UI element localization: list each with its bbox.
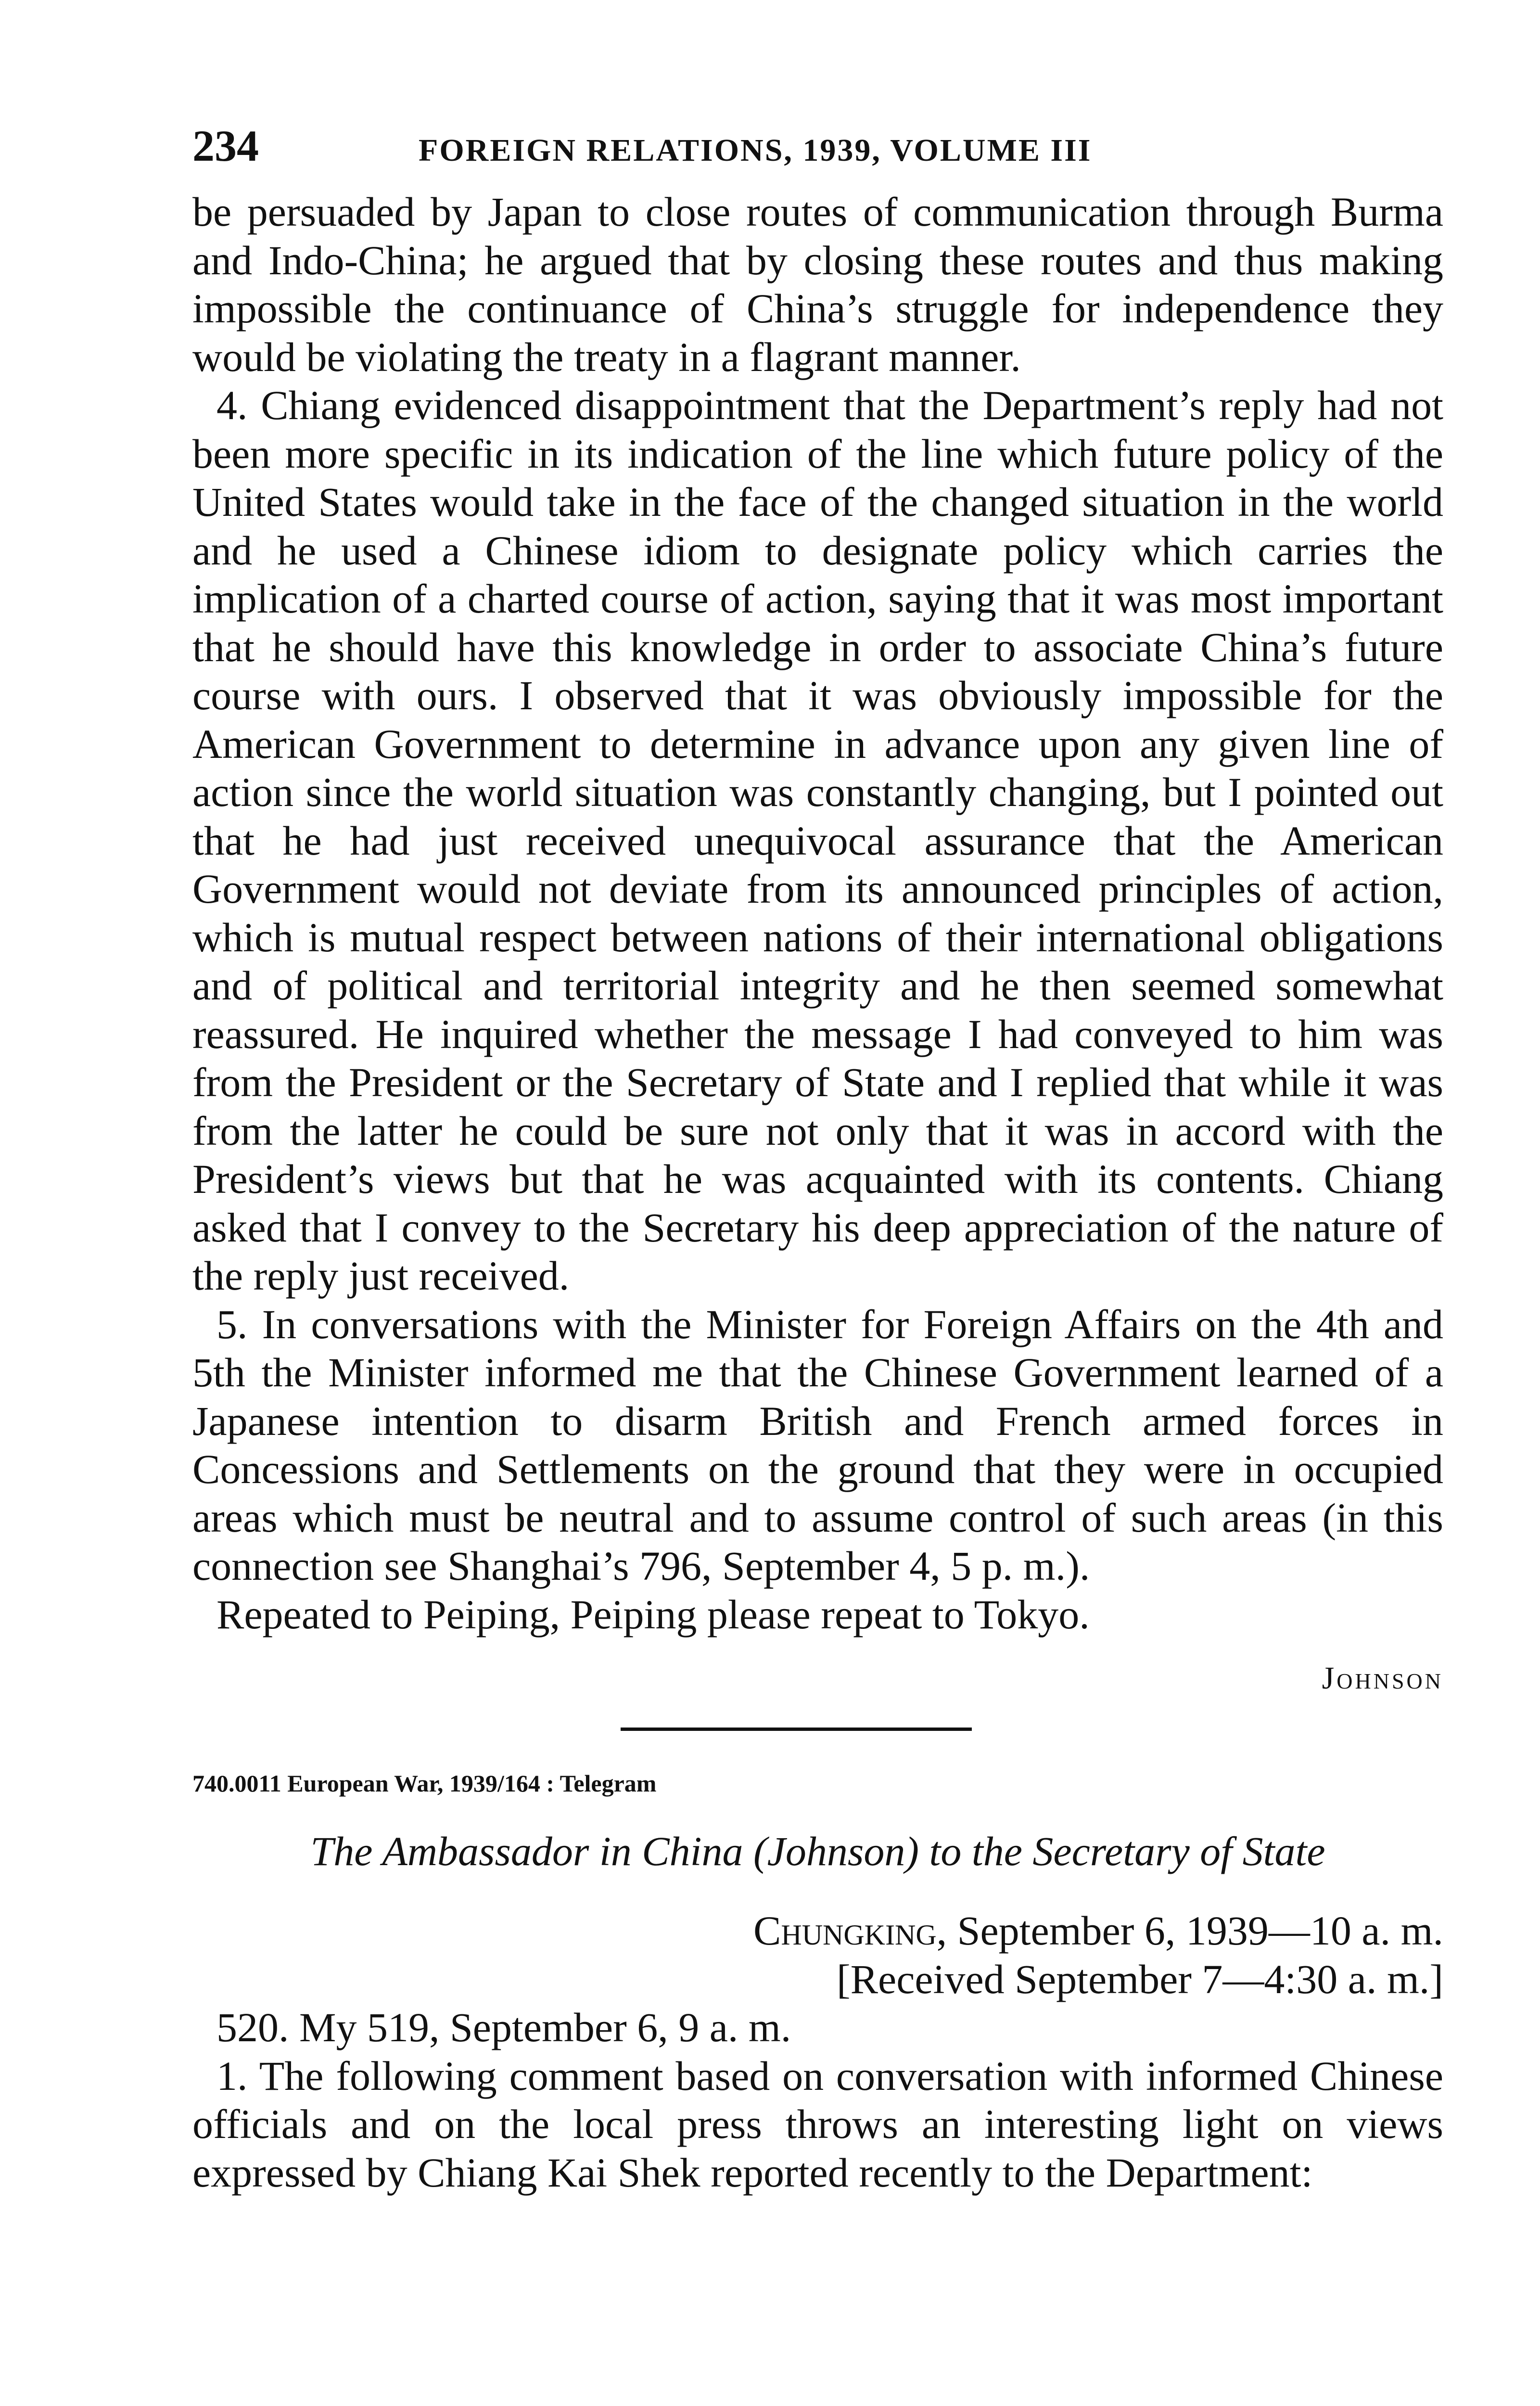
dateline xyxy=(192,1907,1443,2003)
document-page xyxy=(192,120,1443,2197)
file-reference: 740.0011 European War, 1939/164 : Telegram xyxy=(192,1770,657,1797)
dateline-place: Chungking, xyxy=(753,1907,947,1954)
paragraph-1: 1. The following comment based on conversation with informed Chinese officials and on the local press throws an interesting light on views expressed by Chiang Kai Shek reported recently to the Department: xyxy=(192,2052,1443,2196)
paragraph-continuation: be persuaded by Japan to close routes of communication through Burma and Indo-China; he argued that by closing these routes and thus making impossible the continuance of China’s struggle for independence they would be violating the treaty in a flagrant manner. xyxy=(192,189,1443,380)
paragraph-4: 4. Chiang evidenced disappointment that the Department’s reply had not been more specific in its indication of the line which future policy of the United States would take in the face of the changed situation in the world and he used a Chinese idiom to designate policy which carries the implication of a charted course of action, saying that it was most important that he should have this knowledge in order to associate China’s future course with ours. I observed that it was obviously impossible for the American Government to determine in advance upon any given line of action since the world situation was constantly changing, but I pointed out that he had just received unequivocal assurance that the American Government would not deviate from its announced principles of action, which is mutual respect between nations of their international obligations and of political and territorial integrity and he then seemed somewhat reassured. He inquired whether the message I had conveyed to him was from the President or the Secretary of State and I replied that while it was from the latter he could be sure not only that it was in accord with the President’s views but that he was acquainted with its contents. Chiang asked that I convey to the Secretary his deep appreciation of the nature of the reply just received. xyxy=(192,382,1443,1299)
dateline-sent xyxy=(192,1907,1443,1955)
repeated-note: Repeated to Peiping, Peiping please repeat to Tokyo. xyxy=(216,1591,1090,1638)
paragraph-520: 520. My 519, September 6, 9 a. m. xyxy=(216,2004,791,2050)
paragraph-5: 5. In conversations with the Minister for Foreign Affairs on the 4th and 5th the Minister informed me that the Chinese Government learned of a Japanese intention to disarm British and French armed forces in Concessions and Settlements on the ground that they were in occupied areas which must be neutral and to assume control of such areas (in this connection see Shanghai’s 796, September 4, 5 p. m.). xyxy=(192,1301,1443,1589)
page-number: 234 xyxy=(192,121,259,170)
signature: Johnson xyxy=(1322,1661,1443,1696)
page-header xyxy=(192,120,1443,188)
running-head: FOREIGN RELATIONS, 1939, VOLUME III xyxy=(419,133,1092,168)
dateline-received: [Received September 7—4:30 a. m.] xyxy=(837,1956,1443,2002)
document-title: The Ambassador in China (Johnson) to the Secretary of State xyxy=(310,1828,1325,1874)
dateline-date: September 6, 1939—10 a. m. xyxy=(947,1907,1443,1954)
section-divider xyxy=(621,1728,972,1731)
